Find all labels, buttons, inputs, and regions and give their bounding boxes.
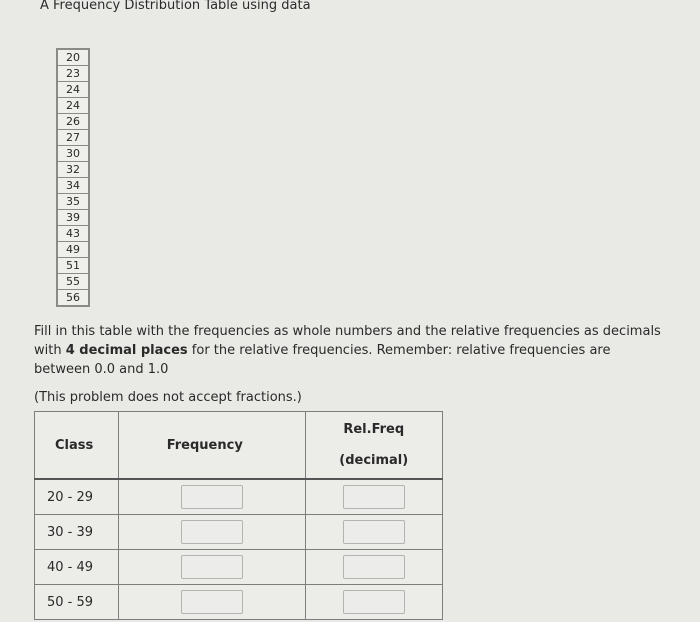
- frequency-input[interactable]: [181, 485, 243, 509]
- fractions-note: (This problem does not accept fractions.): [34, 390, 302, 405]
- instructions: [34, 322, 669, 379]
- table-row: [35, 585, 443, 620]
- class-cell: 30 - 39: [35, 515, 119, 550]
- instructions-emphasis: 4 decimal places: [65, 343, 188, 358]
- table-row: [35, 550, 443, 585]
- table-row: [35, 479, 443, 515]
- data-value: 34: [58, 178, 88, 194]
- page-title: A Frequency Distribution Table using data: [40, 0, 311, 13]
- rel-freq-input[interactable]: [343, 590, 405, 614]
- frequency-cell: [118, 585, 305, 620]
- data-value: 30: [58, 146, 88, 162]
- data-value: 43: [58, 226, 88, 242]
- header-class: Class: [35, 412, 119, 480]
- instructions-text: Fill in this table with the frequencies as whole numbers and the relative frequencies as decimals with: [34, 324, 661, 358]
- data-value: 26: [58, 114, 88, 130]
- header-rel-freq-label: Rel.Freq: [343, 422, 405, 437]
- data-value: 35: [58, 194, 88, 210]
- class-cell: 50 - 59: [35, 585, 119, 620]
- frequency-input[interactable]: [181, 555, 243, 579]
- data-value: 20: [58, 50, 88, 66]
- table-row: [35, 515, 443, 550]
- rel-freq-cell: [305, 585, 443, 620]
- header-rel-freq: [305, 412, 443, 480]
- frequency-cell: [118, 479, 305, 515]
- header-frequency: Frequency: [118, 412, 305, 480]
- frequency-input[interactable]: [181, 520, 243, 544]
- data-value: 24: [58, 98, 88, 114]
- data-value: 39: [58, 210, 88, 226]
- frequency-table: [34, 411, 443, 620]
- rel-freq-input[interactable]: [343, 555, 405, 579]
- header-rel-freq-sublabel: (decimal): [339, 453, 409, 468]
- class-cell: 40 - 49: [35, 550, 119, 585]
- rel-freq-input[interactable]: [343, 520, 405, 544]
- frequency-input[interactable]: [181, 590, 243, 614]
- data-value: 51: [58, 258, 88, 274]
- data-value: 49: [58, 242, 88, 258]
- rel-freq-input[interactable]: [343, 485, 405, 509]
- data-list: [56, 48, 90, 307]
- frequency-cell: [118, 515, 305, 550]
- rel-freq-cell: [305, 550, 443, 585]
- data-value: 32: [58, 162, 88, 178]
- frequency-cell: [118, 550, 305, 585]
- rel-freq-cell: [305, 515, 443, 550]
- rel-freq-cell: [305, 479, 443, 515]
- data-value: 27: [58, 130, 88, 146]
- data-value: 55: [58, 274, 88, 290]
- data-value: 56: [66, 291, 80, 304]
- table-header-row: [35, 412, 443, 480]
- data-value: 23: [58, 66, 88, 82]
- data-value: 24: [58, 82, 88, 98]
- instructions-text-end: for the relative frequencies. Remember: relative frequencies are between 0.0 and 1.0: [34, 343, 611, 377]
- class-cell: 20 - 29: [35, 479, 119, 515]
